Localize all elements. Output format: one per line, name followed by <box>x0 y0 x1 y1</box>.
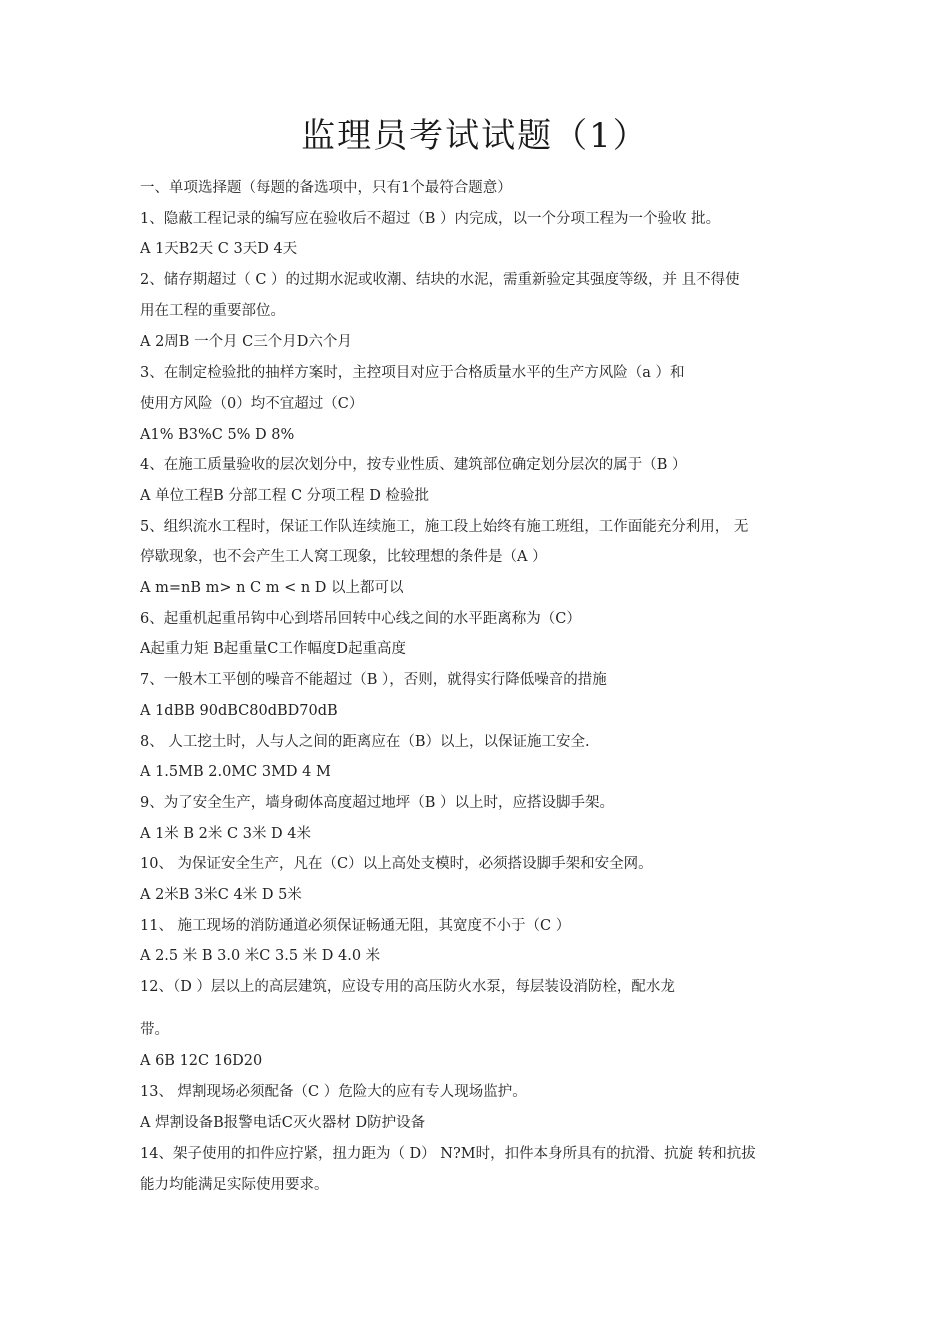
question-14-cont: 能力均能满足实际使用要求。 <box>140 1177 329 1193</box>
options-6: A起重力矩 B起重量C工作幅度D起重高度 <box>140 641 406 657</box>
question-9: 9、为了安全生产，墙身砌体高度超过地坪（B ）以上时，应搭设脚手架。 <box>140 795 614 811</box>
question-12-cont: 带。 <box>140 1022 169 1038</box>
section-heading: 一、单项选择题（每题的备选项中，只有1个最符合题意） <box>140 180 512 196</box>
question-2: 2、储存期超过（ C ）的过期水泥或收潮、结块的水泥，需重新验定其强度等级，并 且不得使 <box>140 272 740 288</box>
question-5: 5、组织流水工程时，保证工作队连续施工，施工段上始终有施工班组，工作面能充分利用， 无 <box>140 519 749 535</box>
question-12: 12、（D ）层以上的高层建筑，应设专用的高压防火水泵，每层装设消防栓，配水龙 <box>140 979 675 995</box>
question-1: 1、隐蔽工程记录的编写应在验收后不超过（B ）内完成，以一个分项工程为一个验收 批。 <box>140 211 721 227</box>
options-4: A 单位工程B 分部工程 C 分项工程 D 检验批 <box>140 488 430 504</box>
question-11: 11、 施工现场的消防通道必须保证畅通无阻，其宽度不小于（C ） <box>140 918 571 934</box>
question-4: 4、在施工质量验收的层次划分中，按专业性质、建筑部位确定划分层次的属于（B ） <box>140 457 687 473</box>
question-10: 10、 为保证安全生产，凡在（C）以上高处支模时，必须搭设脚手架和安全网。 <box>140 856 653 872</box>
question-3: 3、在制定检验批的抽样方案时，主控项目对应于合格质量水平的生产方风险（a ）和 <box>140 365 685 381</box>
options-5: A m=nB m> n C m < n D 以上都可以 <box>140 580 404 596</box>
question-8: 8、 人工挖土时，人与人之间的距离应在（B）以上，以保证施工安全. <box>140 734 590 750</box>
question-5-cont: 停歇现象，也不会产生工人窝工现象，比较理想的条件是（A ） <box>140 549 547 565</box>
question-13: 13、 焊割现场必须配备（C ）危险大的应有专人现场监护。 <box>140 1084 527 1100</box>
options-13: A 焊割设备B报警电话C灭火器材 D防护设备 <box>140 1115 426 1131</box>
options-10: A 2米B 3米C 4米 D 5米 <box>140 887 302 903</box>
question-6: 6、起重机起重吊钩中心到塔吊回转中心线之间的水平距离称为（C） <box>140 611 581 627</box>
question-7: 7、一般木工平刨的噪音不能超过（B ），否则，就得实行降低噪音的措施 <box>140 672 607 688</box>
question-2-cont: 用在工程的重要部位。 <box>140 303 285 319</box>
options-7: A 1dBB 90dBC80dBD70dB <box>140 703 338 719</box>
options-9: A 1米 B 2米 C 3米 D 4米 <box>140 826 312 842</box>
options-3: A1% B3%C 5% D 8% <box>140 427 295 443</box>
options-8: A 1.5MB 2.0MC 3MD 4 M <box>140 764 331 780</box>
options-2: A 2周B 一个月 C三个月D六个月 <box>140 334 352 350</box>
question-14: 14、架子使用的扣件应拧紧，扭力距为（ D） N?M时，扣件本身所具有的抗滑、抗旋 转和抗拔 <box>140 1146 756 1162</box>
question-3-cont: 使用方风险（0）均不宜超过（C） <box>140 396 364 412</box>
options-12: A 6B 12C 16D20 <box>140 1053 263 1069</box>
options-1: A 1天B2天 C 3天D 4天 <box>140 241 298 257</box>
options-11: A 2.5 米 B 3.0 米C 3.5 米 D 4.0 米 <box>140 948 381 964</box>
document-title: 监理员考试试题（1） <box>301 116 649 156</box>
